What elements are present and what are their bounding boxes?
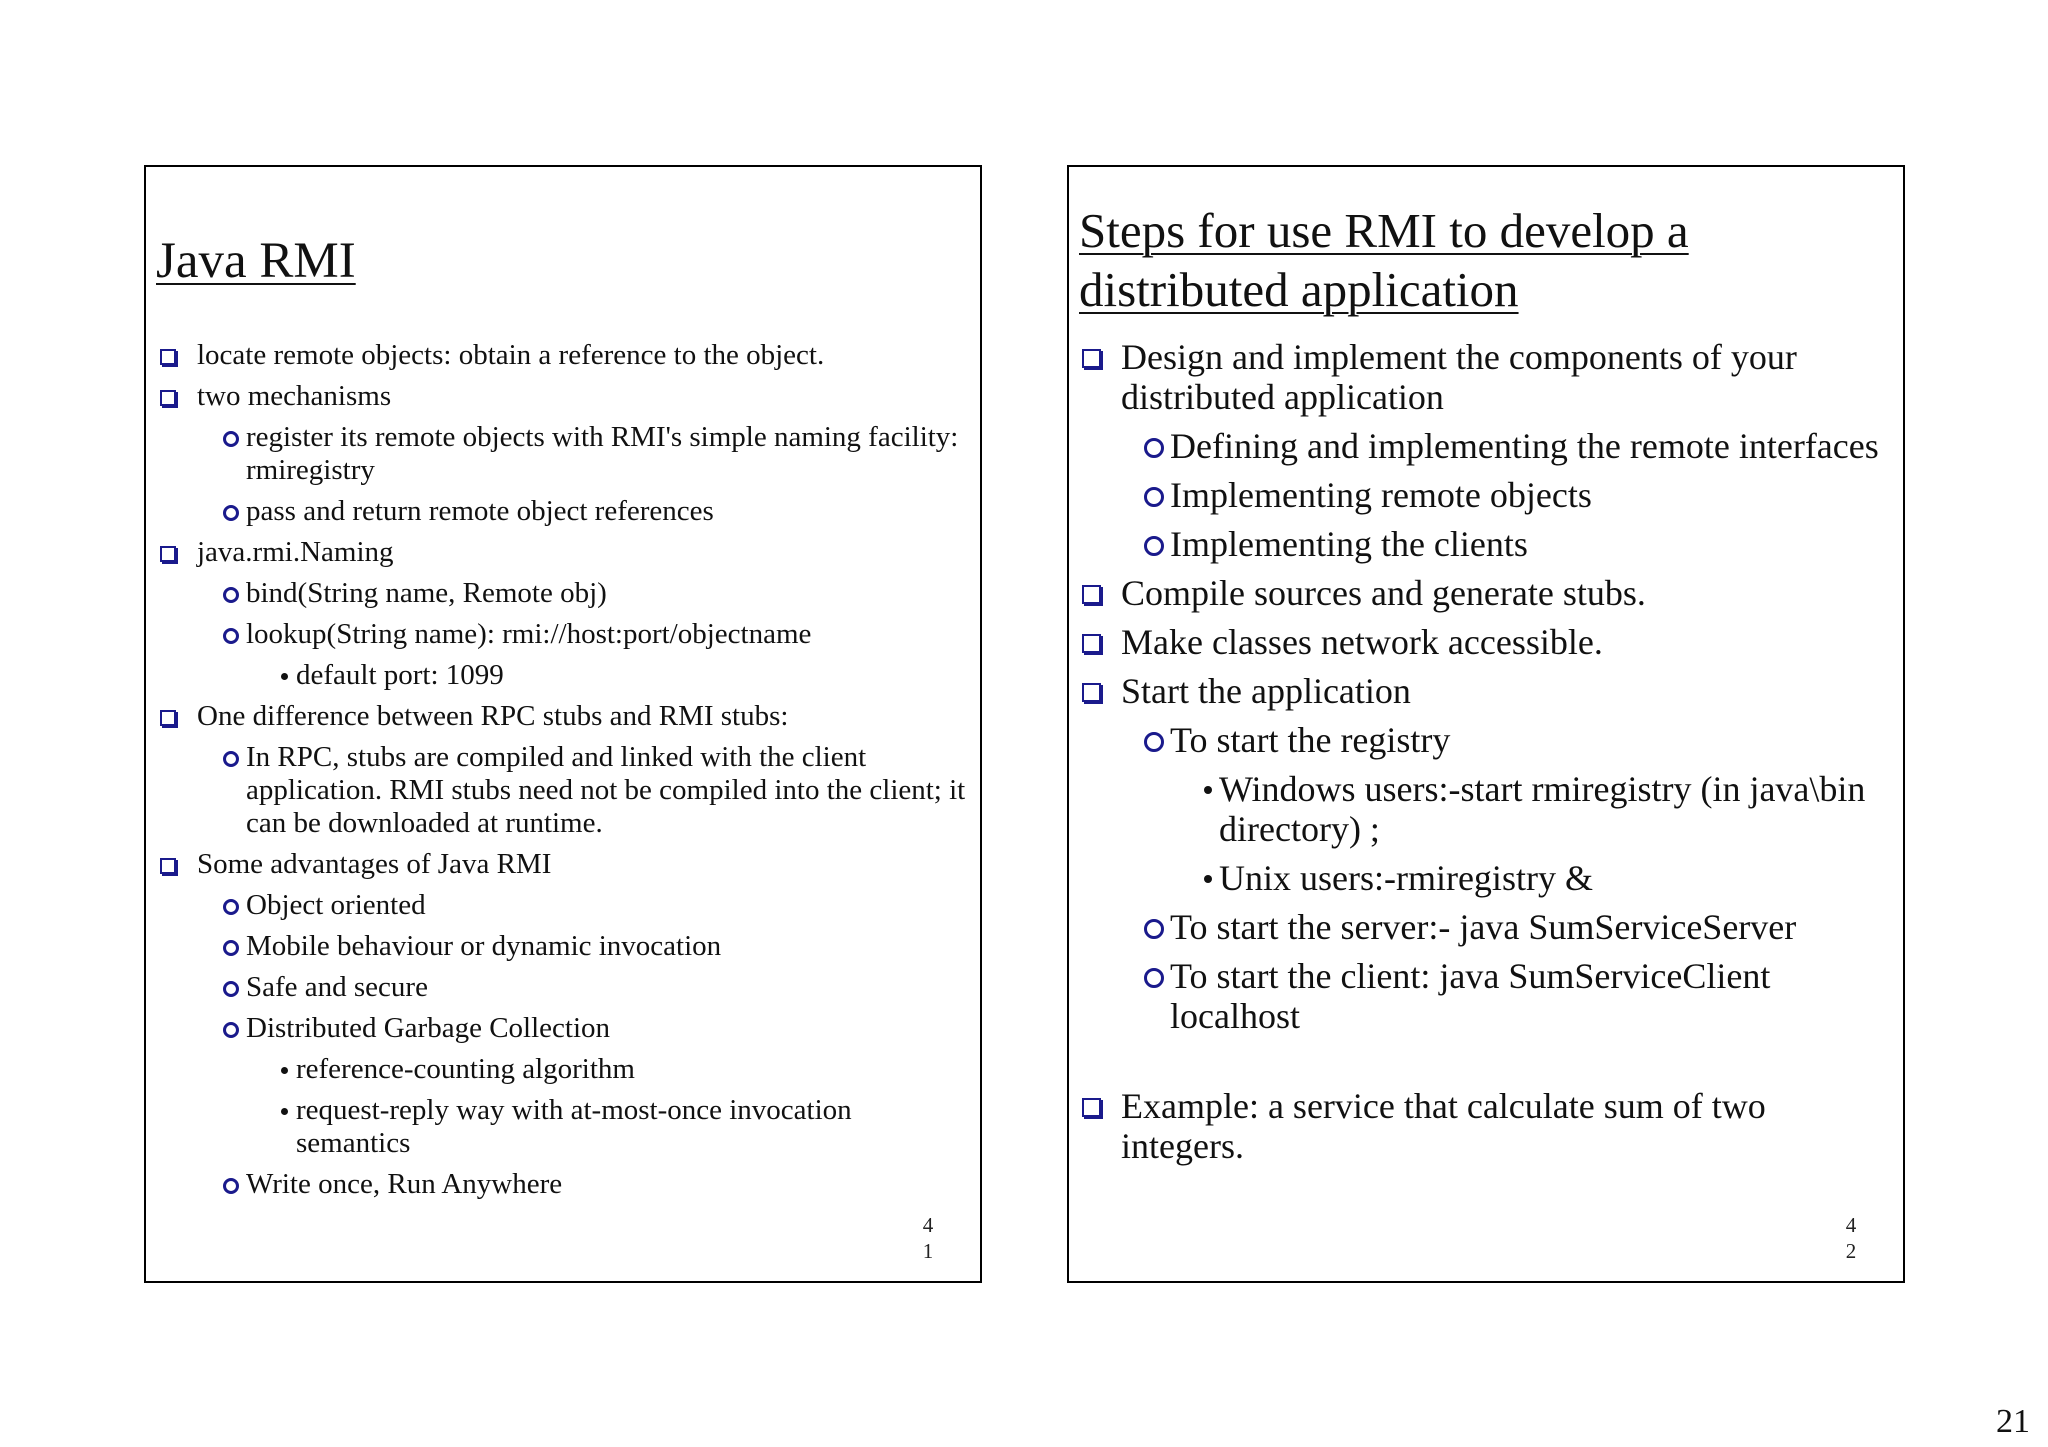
bullet-text: pass and return remote object references bbox=[246, 495, 714, 527]
bullet-item bbox=[1079, 475, 1895, 515]
square-bullet-icon bbox=[1082, 634, 1101, 653]
page-number-digit: 2 bbox=[1845, 1239, 1857, 1263]
bullet-item bbox=[1079, 622, 1895, 662]
bullet-item bbox=[156, 618, 972, 651]
bullet-item bbox=[156, 1094, 972, 1160]
bullet-list bbox=[156, 339, 972, 1209]
bullet-text: In RPC, stubs are compiled and linked with the client application. RMI stubs need not be compiled into the client; it can be downloaded at runtime. bbox=[246, 741, 966, 839]
dot-bullet-icon bbox=[281, 1067, 288, 1074]
bullet-text: Defining and implementing the remote interfaces bbox=[1170, 426, 1879, 466]
circle-bullet-icon bbox=[1144, 438, 1164, 458]
bullet-item bbox=[156, 1053, 972, 1086]
bullet-text: register its remote objects with RMI's simple naming facility: rmiregistry bbox=[246, 421, 959, 486]
circle-bullet-icon bbox=[1144, 968, 1164, 988]
circle-bullet-icon bbox=[223, 940, 239, 956]
circle-bullet-icon bbox=[223, 587, 239, 603]
bullet-item bbox=[1079, 426, 1895, 466]
square-bullet-icon bbox=[1082, 1098, 1101, 1117]
slide-title: Java RMI bbox=[156, 233, 356, 289]
bullet-text: two mechanisms bbox=[197, 380, 392, 412]
bullet-text: Object oriented bbox=[246, 889, 426, 921]
bullet-text: java.rmi.Naming bbox=[197, 536, 394, 568]
square-bullet-icon bbox=[1082, 585, 1101, 604]
page-number-digit: 4 bbox=[922, 1213, 934, 1237]
bullet-text: To start the server:- java SumServiceServer bbox=[1170, 907, 1797, 947]
bullet-text: Write once, Run Anywhere bbox=[246, 1168, 563, 1200]
bullet-item bbox=[156, 1168, 972, 1201]
bullet-text: default port: 1099 bbox=[296, 659, 504, 691]
bullet-text: Design and implement the components of your distributed application bbox=[1121, 337, 1797, 417]
circle-bullet-icon bbox=[223, 981, 239, 997]
bullet-item bbox=[156, 848, 972, 881]
slide-page-number bbox=[1841, 1212, 1861, 1264]
bullet-item bbox=[1079, 858, 1895, 898]
slide-rmi-steps bbox=[1067, 165, 1905, 1283]
bullet-text: Distributed Garbage Collection bbox=[246, 1012, 611, 1044]
slide-title: Steps for use RMI to develop a distributed application bbox=[1079, 203, 1689, 317]
dot-bullet-icon bbox=[281, 1108, 288, 1115]
bullet-text: Safe and secure bbox=[246, 971, 428, 1003]
bullet-text: To start the client: java SumServiceClient localhost bbox=[1170, 956, 1771, 1036]
bullet-text: Mobile behaviour or dynamic invocation bbox=[246, 930, 722, 962]
bullet-item bbox=[156, 421, 972, 487]
square-bullet-icon bbox=[160, 858, 176, 874]
bullet-text: Compile sources and generate stubs. bbox=[1121, 573, 1646, 613]
bullet-item bbox=[1079, 1086, 1895, 1166]
dot-bullet-icon bbox=[1204, 786, 1212, 794]
circle-bullet-icon bbox=[223, 628, 239, 644]
bullet-item bbox=[1079, 337, 1895, 417]
bullet-item bbox=[1079, 769, 1895, 849]
circle-bullet-icon bbox=[1144, 919, 1164, 939]
bullet-text: Example: a service that calculate sum of two integers. bbox=[1121, 1086, 1766, 1166]
bullet-text: locate remote objects: obtain a reference to the object. bbox=[197, 339, 825, 371]
page-number-digit: 1 bbox=[922, 1239, 934, 1263]
slide-java-rmi bbox=[144, 165, 982, 1283]
sheet-page-number: 21 bbox=[1996, 1403, 2030, 1440]
bullet-text: Implementing the clients bbox=[1170, 524, 1528, 564]
square-bullet-icon bbox=[160, 710, 176, 726]
slide-page-number bbox=[918, 1212, 938, 1264]
circle-bullet-icon bbox=[1144, 487, 1164, 507]
bullet-item bbox=[1079, 671, 1895, 711]
bullet-text: lookup(String name): rmi://host:port/objectname bbox=[246, 618, 812, 650]
circle-bullet-icon bbox=[223, 505, 239, 521]
bullet-text: reference-counting algorithm bbox=[296, 1053, 635, 1085]
bullet-item bbox=[156, 930, 972, 963]
bullet-text: Windows users:-start rmiregistry (in java\bin directory) ; bbox=[1219, 769, 1866, 849]
bullet-item bbox=[156, 577, 972, 610]
bullet-item bbox=[156, 380, 972, 413]
square-bullet-icon bbox=[160, 349, 176, 365]
circle-bullet-icon bbox=[223, 431, 239, 447]
bullet-text: Start the application bbox=[1121, 671, 1411, 711]
bullet-text: Some advantages of Java RMI bbox=[197, 848, 552, 880]
bullet-text: Implementing remote objects bbox=[1170, 475, 1592, 515]
bullet-text: bind(String name, Remote obj) bbox=[246, 577, 607, 609]
circle-bullet-icon bbox=[1144, 536, 1164, 556]
bullet-item bbox=[156, 495, 972, 528]
bullet-item bbox=[156, 659, 972, 692]
circle-bullet-icon bbox=[223, 751, 239, 767]
bullet-text: Make classes network accessible. bbox=[1121, 622, 1603, 662]
bullet-item bbox=[1079, 956, 1895, 1036]
bullet-item bbox=[156, 971, 972, 1004]
bullet-item bbox=[1079, 720, 1895, 760]
bullet-item bbox=[156, 889, 972, 922]
dot-bullet-icon bbox=[1204, 875, 1212, 883]
bullet-item bbox=[1079, 524, 1895, 564]
bullet-item bbox=[156, 536, 972, 569]
bullet-item bbox=[156, 1012, 972, 1045]
circle-bullet-icon bbox=[223, 1178, 239, 1194]
bullet-item bbox=[156, 741, 972, 840]
square-bullet-icon bbox=[160, 390, 176, 406]
square-bullet-icon bbox=[1082, 349, 1101, 368]
bullet-text: request-reply way with at-most-once invocation semantics bbox=[296, 1094, 852, 1159]
circle-bullet-icon bbox=[223, 899, 239, 915]
circle-bullet-icon bbox=[223, 1022, 239, 1038]
bullet-item bbox=[156, 339, 972, 372]
square-bullet-icon bbox=[1082, 683, 1101, 702]
bullet-text: One difference between RPC stubs and RMI stubs: bbox=[197, 700, 789, 732]
bullet-list bbox=[1079, 337, 1895, 1175]
bullet-item bbox=[1079, 907, 1895, 947]
dot-bullet-icon bbox=[281, 673, 288, 680]
square-bullet-icon bbox=[160, 546, 176, 562]
bullet-item bbox=[1079, 573, 1895, 613]
bullet-text: To start the registry bbox=[1170, 720, 1451, 760]
bullet-text: Unix users:-rmiregistry & bbox=[1219, 858, 1593, 898]
circle-bullet-icon bbox=[1144, 732, 1164, 752]
bullet-item bbox=[156, 700, 972, 733]
page-number-digit: 4 bbox=[1845, 1213, 1857, 1237]
